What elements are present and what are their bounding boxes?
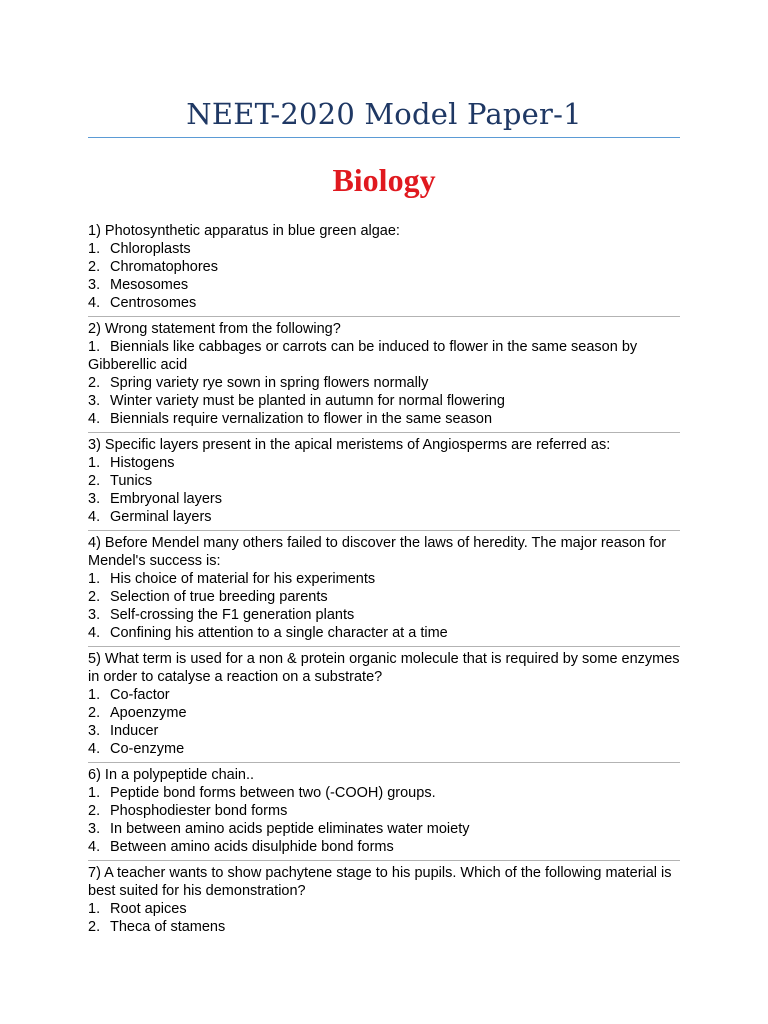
option-text: Apoenzyme <box>110 705 187 721</box>
option-text: Biennials require vernalization to flower in the same season <box>110 411 493 427</box>
question-text: 7) A teacher wants to show pachytene stage to his pupils. Which of the following material is best suited for his demonstration? <box>88 865 672 899</box>
question-text: 1) Photosynthetic apparatus in blue green algae: <box>88 223 400 239</box>
option-text: Root apices <box>110 901 187 917</box>
answer-option <box>88 472 680 490</box>
answer-option <box>88 240 680 258</box>
question-text: 6) In a polypeptide chain.. <box>88 767 255 783</box>
option-number: 3. <box>88 277 101 293</box>
option-text: Germinal layers <box>110 509 212 525</box>
question-list <box>88 222 680 936</box>
option-number: 1. <box>88 241 101 257</box>
question-block <box>88 530 680 642</box>
option-number: 2. <box>88 803 101 819</box>
answer-option <box>88 508 680 526</box>
question-block <box>88 762 680 856</box>
answer-option <box>88 454 680 472</box>
question-text: 2) Wrong statement from the following? <box>88 321 341 337</box>
question-block <box>88 646 680 758</box>
answer-option <box>88 294 680 312</box>
answer-option <box>88 588 680 606</box>
answer-option <box>88 900 680 918</box>
question-block <box>88 860 680 936</box>
option-text: Histogens <box>110 455 175 471</box>
subject-heading: Biology <box>332 162 436 198</box>
option-text: Centrosomes <box>110 295 197 311</box>
option-text: Confining his attention to a single character at a time <box>110 625 448 641</box>
answer-option <box>88 624 680 642</box>
option-number: 2. <box>88 259 101 275</box>
answer-option-continuation: Gibberellic acid <box>88 357 188 373</box>
option-number: 4. <box>88 741 101 757</box>
option-number: 1. <box>88 901 101 917</box>
option-number: 2. <box>88 919 101 935</box>
question-text: 5) What term is used for a non & protein organic molecule that is required by some enzymes in order to catalyse a reaction on a substrate? <box>88 651 680 685</box>
option-number: 3. <box>88 723 101 739</box>
option-number: 4. <box>88 839 101 855</box>
option-text: Between amino acids disulphide bond forms <box>110 839 394 855</box>
option-text: Biennials like cabbages or carrots can be induced to flower in the same season by <box>110 339 638 355</box>
option-text: Tunics <box>110 473 153 489</box>
answer-option <box>88 570 680 588</box>
option-number: 4. <box>88 625 101 641</box>
option-number: 4. <box>88 509 101 525</box>
answer-option <box>88 686 680 704</box>
option-number: 3. <box>88 821 101 837</box>
question-block <box>88 222 680 312</box>
question-text: 3) Specific layers present in the apical meristems of Angiosperms are referred as: <box>88 437 611 453</box>
option-text: Winter variety must be planted in autumn for normal flowering <box>110 393 505 409</box>
option-text: Theca of stamens <box>110 919 226 935</box>
answer-option <box>88 276 680 294</box>
answer-option <box>88 820 680 838</box>
option-number: 1. <box>88 455 101 471</box>
option-number: 2. <box>88 589 101 605</box>
option-text: Inducer <box>110 723 159 739</box>
option-text: In between amino acids peptide eliminates water moiety <box>110 821 470 837</box>
answer-option <box>88 838 680 856</box>
option-text: Chromatophores <box>110 259 218 275</box>
option-text: Embryonal layers <box>110 491 223 507</box>
title-divider <box>88 137 680 138</box>
option-number: 3. <box>88 393 101 409</box>
answer-option <box>88 740 680 758</box>
answer-option <box>88 258 680 276</box>
answer-option <box>88 338 680 356</box>
option-number: 1. <box>88 785 101 801</box>
option-text: Mesosomes <box>110 277 189 293</box>
option-number: 4. <box>88 295 101 311</box>
option-number: 1. <box>88 339 101 355</box>
option-text: Co-enzyme <box>110 741 185 757</box>
option-text: Phosphodiester bond forms <box>110 803 288 819</box>
option-text: Co-factor <box>110 687 170 703</box>
answer-option <box>88 722 680 740</box>
option-number: 3. <box>88 607 101 623</box>
option-number: 3. <box>88 491 101 507</box>
answer-option <box>88 802 680 820</box>
answer-option <box>88 490 680 508</box>
option-text: Selection of true breeding parents <box>110 589 328 605</box>
answer-option <box>88 606 680 624</box>
option-text: His choice of material for his experiments <box>110 571 376 587</box>
option-text: Peptide bond forms between two (-COOH) groups. <box>110 785 436 801</box>
option-number: 2. <box>88 473 101 489</box>
answer-option <box>88 410 680 428</box>
document-title: NEET-2020 Model Paper-1 <box>186 97 582 131</box>
option-number: 2. <box>88 375 101 391</box>
question-text: 4) Before Mendel many others failed to discover the laws of heredity. The major reason for Mendel's success is: <box>88 535 667 569</box>
answer-option <box>88 784 680 802</box>
answer-option <box>88 392 680 410</box>
question-block <box>88 316 680 428</box>
option-text: Spring variety rye sown in spring flowers normally <box>110 375 429 391</box>
answer-option <box>88 374 680 392</box>
answer-option <box>88 918 680 936</box>
option-number: 1. <box>88 687 101 703</box>
option-number: 4. <box>88 411 101 427</box>
option-text: Chloroplasts <box>110 241 191 257</box>
option-number: 1. <box>88 571 101 587</box>
question-block <box>88 432 680 526</box>
option-number: 2. <box>88 705 101 721</box>
option-text: Self-crossing the F1 generation plants <box>110 607 355 623</box>
answer-option <box>88 704 680 722</box>
